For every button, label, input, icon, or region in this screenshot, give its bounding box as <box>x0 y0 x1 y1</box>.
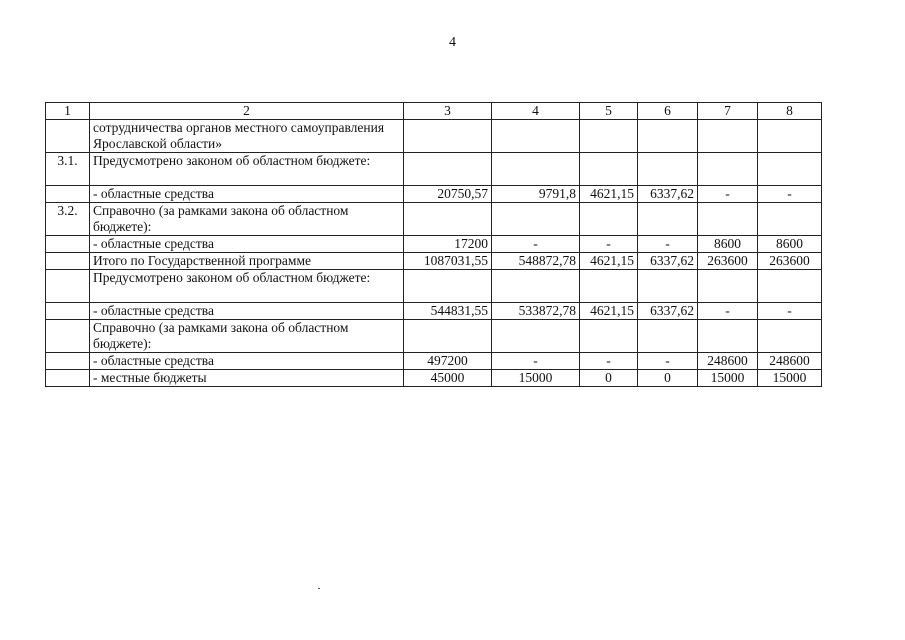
value-cell: 4621,15 <box>580 303 638 320</box>
table-row <box>46 353 822 370</box>
value-cell <box>492 153 580 186</box>
page-number: 4 <box>449 35 456 50</box>
value-cell: 263600 <box>698 253 758 270</box>
value-cell: 497200 <box>404 353 492 370</box>
value-cell: - <box>580 353 638 370</box>
value-cell: - <box>492 353 580 370</box>
header-cell: 4 <box>492 103 580 120</box>
header-cell: 7 <box>698 103 758 120</box>
table-row <box>46 236 822 253</box>
value-cell: 17200 <box>404 236 492 253</box>
value-cell: 6337,62 <box>638 253 698 270</box>
value-cell <box>580 153 638 186</box>
value-cell: - <box>698 186 758 203</box>
value-cell <box>758 153 822 186</box>
value-cell <box>492 320 580 353</box>
value-cell: - <box>580 236 638 253</box>
value-cell <box>638 320 698 353</box>
row-number <box>46 186 90 203</box>
row-name: Справочно (за рамками закона об областном бюджете): <box>90 320 404 353</box>
row-name: Справочно (за рамками закона об областном бюджете): <box>90 203 404 236</box>
value-cell <box>580 270 638 303</box>
header-row <box>46 103 822 120</box>
value-cell <box>580 203 638 236</box>
value-cell <box>404 120 492 153</box>
value-cell: 15000 <box>698 370 758 387</box>
row-name: Итого по Государственной программе <box>90 253 404 270</box>
table-row <box>46 270 822 303</box>
value-cell: 9791,8 <box>492 186 580 203</box>
value-cell <box>698 270 758 303</box>
value-cell <box>758 120 822 153</box>
value-cell: 8600 <box>758 236 822 253</box>
table-row <box>46 120 822 153</box>
value-cell <box>638 153 698 186</box>
value-cell: 45000 <box>404 370 492 387</box>
value-cell <box>580 120 638 153</box>
value-cell <box>638 270 698 303</box>
value-cell: 533872,78 <box>492 303 580 320</box>
value-cell: 248600 <box>698 353 758 370</box>
value-cell: 6337,62 <box>638 303 698 320</box>
value-cell <box>404 320 492 353</box>
header-cell: 1 <box>46 103 90 120</box>
value-cell: 15000 <box>492 370 580 387</box>
value-cell: 1087031,55 <box>404 253 492 270</box>
row-number <box>46 120 90 153</box>
value-cell <box>698 153 758 186</box>
row-name: - местные бюджеты <box>90 370 404 387</box>
row-number: 3.1. <box>46 153 90 186</box>
value-cell: - <box>638 236 698 253</box>
table-row <box>46 253 822 270</box>
value-cell: 0 <box>580 370 638 387</box>
row-number <box>46 303 90 320</box>
row-number: 3.2. <box>46 203 90 236</box>
row-name: - областные средства <box>90 303 404 320</box>
value-cell: 263600 <box>758 253 822 270</box>
value-cell: 548872,78 <box>492 253 580 270</box>
row-number <box>46 270 90 303</box>
row-name: - областные средства <box>90 353 404 370</box>
value-cell <box>404 270 492 303</box>
value-cell <box>404 153 492 186</box>
row-name: сотрудничества органов местного самоуправления Ярославской области» <box>90 120 404 153</box>
header-cell: 5 <box>580 103 638 120</box>
table-header <box>46 103 822 120</box>
value-cell <box>698 320 758 353</box>
value-cell <box>758 203 822 236</box>
value-cell <box>638 203 698 236</box>
value-cell: 0 <box>638 370 698 387</box>
row-name: Предусмотрено законом об областном бюджете: <box>90 153 404 186</box>
value-cell: - <box>758 186 822 203</box>
row-number <box>46 353 90 370</box>
value-cell: - <box>492 236 580 253</box>
row-name: - областные средства <box>90 236 404 253</box>
value-cell: 6337,62 <box>638 186 698 203</box>
value-cell: 4621,15 <box>580 253 638 270</box>
row-name: - областные средства <box>90 186 404 203</box>
value-cell: - <box>638 353 698 370</box>
row-number <box>46 320 90 353</box>
value-cell <box>404 203 492 236</box>
value-cell: 20750,57 <box>404 186 492 203</box>
value-cell: 15000 <box>758 370 822 387</box>
table-row <box>46 153 822 186</box>
value-cell <box>698 120 758 153</box>
header-cell: 2 <box>90 103 404 120</box>
value-cell: 8600 <box>698 236 758 253</box>
value-cell: 248600 <box>758 353 822 370</box>
value-cell: 544831,55 <box>404 303 492 320</box>
scan-speck <box>318 588 320 589</box>
value-cell <box>758 320 822 353</box>
budget-table <box>45 102 822 387</box>
value-cell: - <box>758 303 822 320</box>
row-name: Предусмотрено законом об областном бюджете: <box>90 270 404 303</box>
value-cell <box>492 120 580 153</box>
table-row <box>46 320 822 353</box>
value-cell <box>580 320 638 353</box>
table-row <box>46 203 822 236</box>
header-cell: 6 <box>638 103 698 120</box>
row-number <box>46 253 90 270</box>
value-cell: 4621,15 <box>580 186 638 203</box>
value-cell <box>698 203 758 236</box>
table-row <box>46 370 822 387</box>
value-cell: - <box>698 303 758 320</box>
value-cell <box>638 120 698 153</box>
value-cell <box>758 270 822 303</box>
row-number <box>46 370 90 387</box>
header-cell: 8 <box>758 103 822 120</box>
header-cell: 3 <box>404 103 492 120</box>
table-row <box>46 303 822 320</box>
table-row <box>46 186 822 203</box>
value-cell <box>492 270 580 303</box>
value-cell <box>492 203 580 236</box>
row-number <box>46 236 90 253</box>
